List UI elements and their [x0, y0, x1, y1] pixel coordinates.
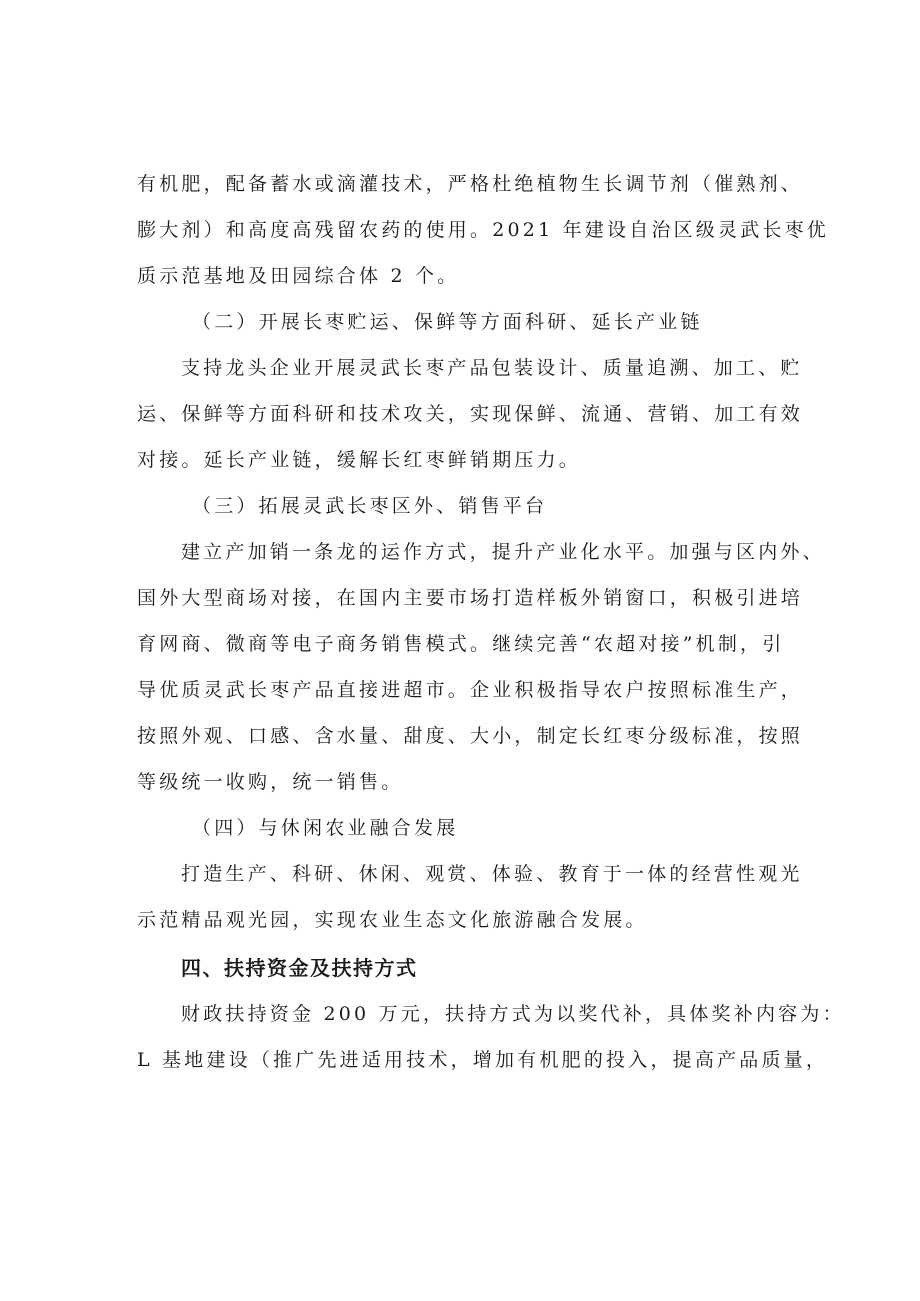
paragraph-line: 有机肥，配备蓄水或滴灌技术，严格杜绝植物生长调节剂（催熟剂、 — [137, 173, 804, 195]
paragraph-line: 运、保鲜等方面科研和技术攻关，实现保鲜、流通、营销、加工有效 — [137, 403, 804, 425]
paragraph-line: 建立产加销一条龙的运作方式，提升产业化水平。加强与区内外、 — [181, 541, 825, 563]
paragraph-line: L 基地建设（推广先进适用技术，增加有机肥的投入，提高产品质量， — [137, 1049, 829, 1071]
section-heading: 四、扶持资金及扶持方式 — [181, 956, 418, 980]
paragraph-line: 等级统一收购，统一销售。 — [137, 771, 404, 793]
paragraph-line: 质示范基地及田园综合体 2 个。 — [137, 265, 460, 287]
paragraph-line: 对接。延长产业链，缓解长红枣鲜销期压力。 — [137, 449, 582, 471]
paragraph-line: 财政扶持资金 200 万元，扶持方式为以奖代补，具体奖补内容为： — [181, 1003, 845, 1025]
section-subheading-3: （三）拓展灵武长枣区外、销售平台 — [192, 495, 548, 517]
paragraph-line: 支持龙头企业开展灵武长枣产品包装设计、质量追溯、加工、贮 — [181, 357, 803, 379]
paragraph-line: 国外大型商场对接，在国内主要市场打造样板外销窗口，积极引进培 — [137, 587, 804, 609]
paragraph-line: 膨大剂）和高度高残留农药的使用。2021 年建设自治区级灵武长枣优 — [137, 219, 829, 241]
paragraph-line: 打造生产、科研、休闲、观赏、体验、教育于一体的经营性观光 — [181, 863, 803, 885]
section-subheading-4: （四）与休闲农业融合发展 — [192, 817, 459, 839]
paragraph-line: 育网商、微商等电子商务销售模式。继续完善“农超对接”机制，引 — [137, 633, 785, 655]
paragraph-line: 导优质灵武长枣产品直接进超市。企业积极指导农户按照标准生产， — [137, 679, 804, 701]
section-subheading-2: （二）开展长枣贮运、保鲜等方面科研、延长产业链 — [192, 311, 703, 333]
paragraph-line: 示范精品观光园，实现农业生态文化旅游融合发展。 — [137, 909, 648, 931]
paragraph-line: 按照外观、口感、含水量、甜度、大小，制定长红枣分级标准，按照 — [137, 725, 804, 747]
